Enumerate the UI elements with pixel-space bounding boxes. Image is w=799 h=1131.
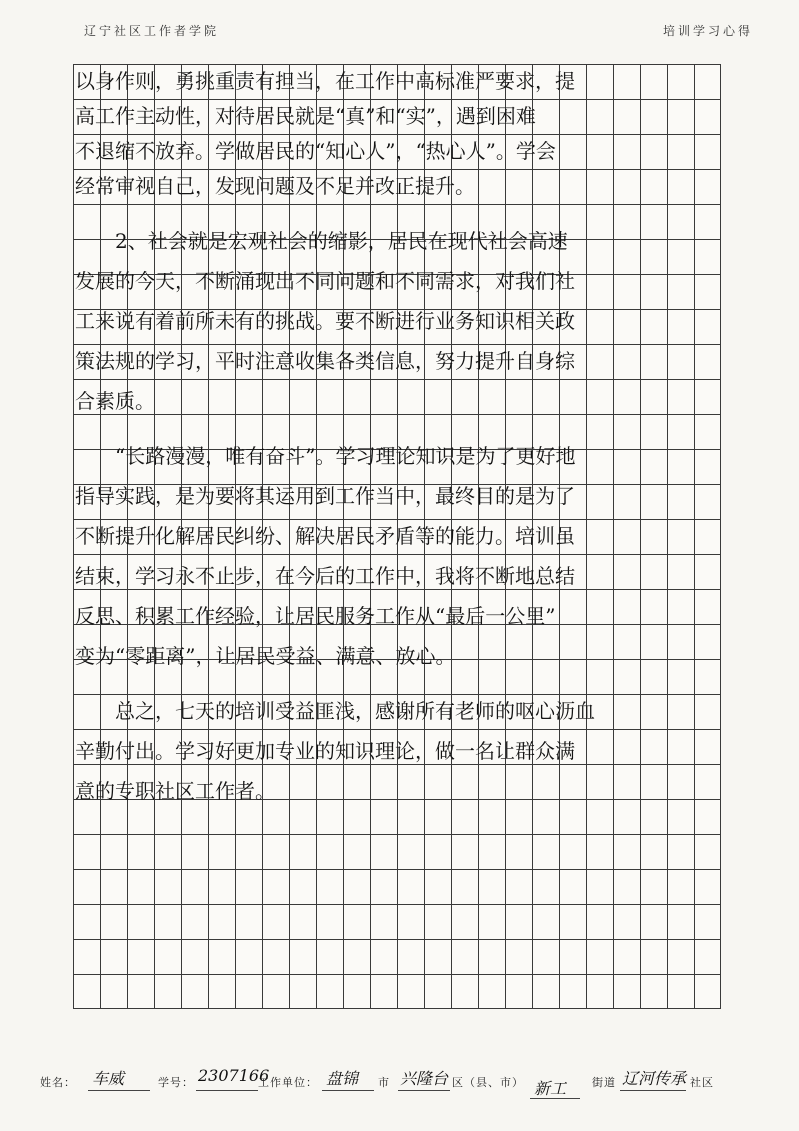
document-title: 培训学习心得 <box>662 24 753 38</box>
student-info-footer <box>0 1060 799 1100</box>
community-underline <box>620 1090 686 1091</box>
district-value: 兴隆台 <box>400 1069 449 1088</box>
text-line: 发展的今天，不断涌现出不同问题和不同需求，对我们社 <box>75 269 575 293</box>
text-line: 总之，七天的培训受益匪浅，感谢所有老师的呕心沥血 <box>75 699 595 723</box>
text-line: 高工作主动性，对待居民就是“真”和“实”，遇到困难 <box>75 104 536 128</box>
name-label: 姓名： <box>40 1076 76 1089</box>
text-line: 2、社会就是宏观社会的缩影，居民在现代社会高速 <box>75 229 568 253</box>
street-value: 新工 <box>534 1079 567 1098</box>
text-line: 反思、积累工作经验，让居民服务工作从“最后一公里” <box>75 604 556 628</box>
text-line: 不退缩不放弃。学做居民的“知心人”，“热心人”。学会 <box>75 139 556 163</box>
text-line: 不断提升化解居民纠纷、解决居民矛盾等的能力。培训虽 <box>75 524 575 548</box>
text-line: “长路漫漫，唯有奋斗”。学习理论知识是为了更好地 <box>75 444 576 468</box>
college-name: 辽宁社区工作者学院 <box>84 24 220 38</box>
text-line: 意的专职社区工作者。 <box>75 779 275 803</box>
text-line: 合素质。 <box>75 389 155 413</box>
city-label: 市 <box>378 1076 390 1089</box>
district-underline <box>398 1090 450 1091</box>
text-line: 指导实践，是为要将其运用到工作当中，最终目的是为了 <box>75 484 575 508</box>
text-line: 辛勤付出。学习好更加专业的知识理论，做一名让群众满 <box>75 739 575 763</box>
name-underline <box>88 1090 150 1091</box>
district-label: 区（县、市） <box>452 1076 524 1089</box>
city-underline <box>322 1090 374 1091</box>
text-line: 以身作则，勇挑重责有担当，在工作中高标准严要求，提 <box>75 69 575 93</box>
work-unit-label: 工作单位： <box>258 1076 318 1089</box>
community-label: 社区 <box>690 1076 714 1089</box>
street-label: 街道 <box>592 1076 616 1089</box>
text-line: 经常审视自己，发现问题及不足并改正提升。 <box>75 174 475 198</box>
city-value: 盘锦 <box>326 1069 359 1088</box>
text-line: 变为“零距离”，让居民受益、满意、放心。 <box>75 644 456 668</box>
community-value: 辽河传承 <box>622 1069 687 1088</box>
text-line: 结束，学习永不止步，在今后的工作中，我将不断地总结 <box>75 564 575 588</box>
student-id-value: 2307166 <box>198 1066 270 1085</box>
street-underline <box>530 1098 580 1099</box>
student-id-label: 学号： <box>158 1076 194 1089</box>
text-line: 工来说有着前所未有的挑战。要不断进行业务知识相关政 <box>75 309 575 333</box>
page-header <box>0 22 799 46</box>
name-value: 车威 <box>92 1069 125 1088</box>
student-id-underline <box>196 1090 258 1091</box>
text-line: 策法规的学习，平时注意收集各类信息，努力提升自身综 <box>75 349 575 373</box>
